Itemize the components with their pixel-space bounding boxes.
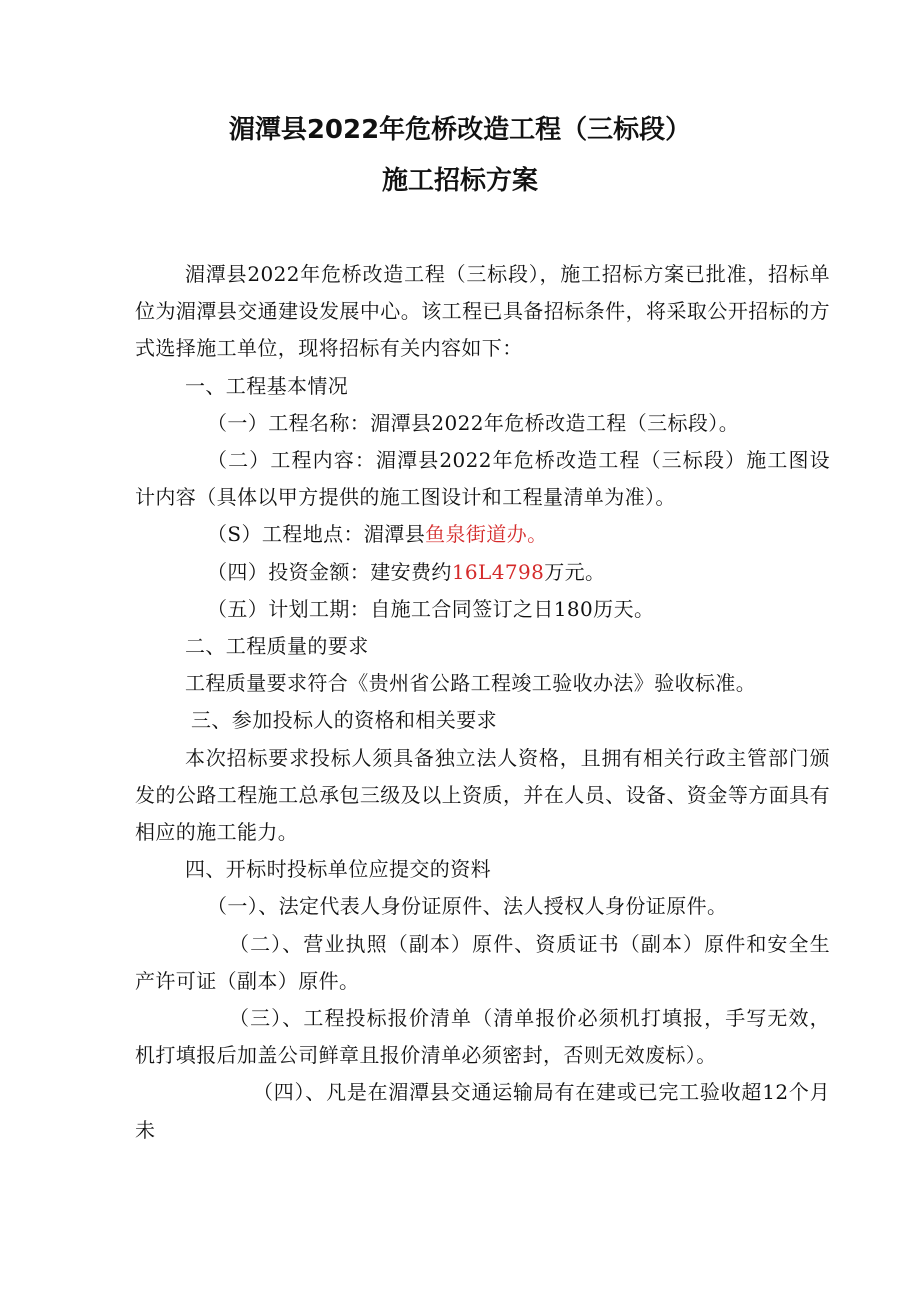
section-2-heading: 二、工程质量的要求 — [185, 634, 369, 659]
section-4-heading: 四、开标时投标单位应提交的资料 — [185, 857, 491, 882]
section-4-item-3: （三）、工程投标报价清单（清单报价必须机打填报，手写无效，机打填报后加盖公司鲜章且报价清单必须密封，否则无效废标）。 — [135, 1006, 830, 1068]
section-1-item-3-label: （S）工程地点：湄潭县 — [207, 522, 426, 547]
document-title-line-1: 湄潭县2022年危桥改造工程（三标段） — [228, 115, 692, 145]
section-4-item-4: （四）、凡是在湄潭县交通运输局有在建或已完工验收超12个月未 — [135, 1080, 830, 1142]
section-3-heading: 三、参加投标人的资格和相关要求 — [191, 708, 497, 733]
section-1-item-4-label: （四）投资金额：建安费约 — [207, 559, 452, 584]
section-1-item-3 — [135, 516, 830, 553]
project-location-highlight: 鱼泉街道办。 — [425, 522, 548, 547]
document-title-line-2: 施工招标方案 — [381, 166, 538, 196]
section-4-item-1: （一）、法定代表人身份证原件、法人授权人身份证原件。 — [207, 894, 728, 919]
section-1-item-5: （五）计划工期：自施工合同签订之日180历天。 — [207, 596, 655, 621]
intro-paragraph: 湄潭县2022年危桥改造工程（三标段），施工招标方案已批准，招标单位为湄潭县交通建设发展中心。该工程已具备招标条件，将采取公开招标的方式选择施工单位，现将招标有关内容如下： — [135, 262, 830, 361]
section-1-item-1: （一）工程名称：湄潭县2022年危桥改造工程（三标段）。 — [207, 410, 740, 435]
document-body — [135, 256, 830, 1149]
investment-amount-highlight: 16L4798 — [451, 559, 545, 584]
section-1-heading: 一、工程基本情况 — [185, 373, 349, 398]
section-1-item-4 — [135, 554, 830, 591]
section-2-text: 工程质量要求符合《贵州省公路工程竣工验收办法》验收标准。 — [185, 671, 757, 696]
section-1-item-2: （二）工程内容：湄潭县2022年危桥改造工程（三标段）施工图设计内容（具体以甲方提供的施工图设计和工程量清单为准）。 — [135, 448, 830, 510]
section-1-item-4-unit: 万元。 — [544, 559, 606, 584]
section-4-item-2: （二）、营业执照（副本）原件、资质证书（副本）原件和安全生产许可证（副本）原件。 — [135, 931, 830, 993]
section-3-text: 本次招标要求投标人须具备独立法人资格，且拥有相关行政主管部门颁发的公路工程施工总承包三级及以上资质，并在人员、设备、资金等方面具有相应的施工能力。 — [135, 745, 830, 845]
